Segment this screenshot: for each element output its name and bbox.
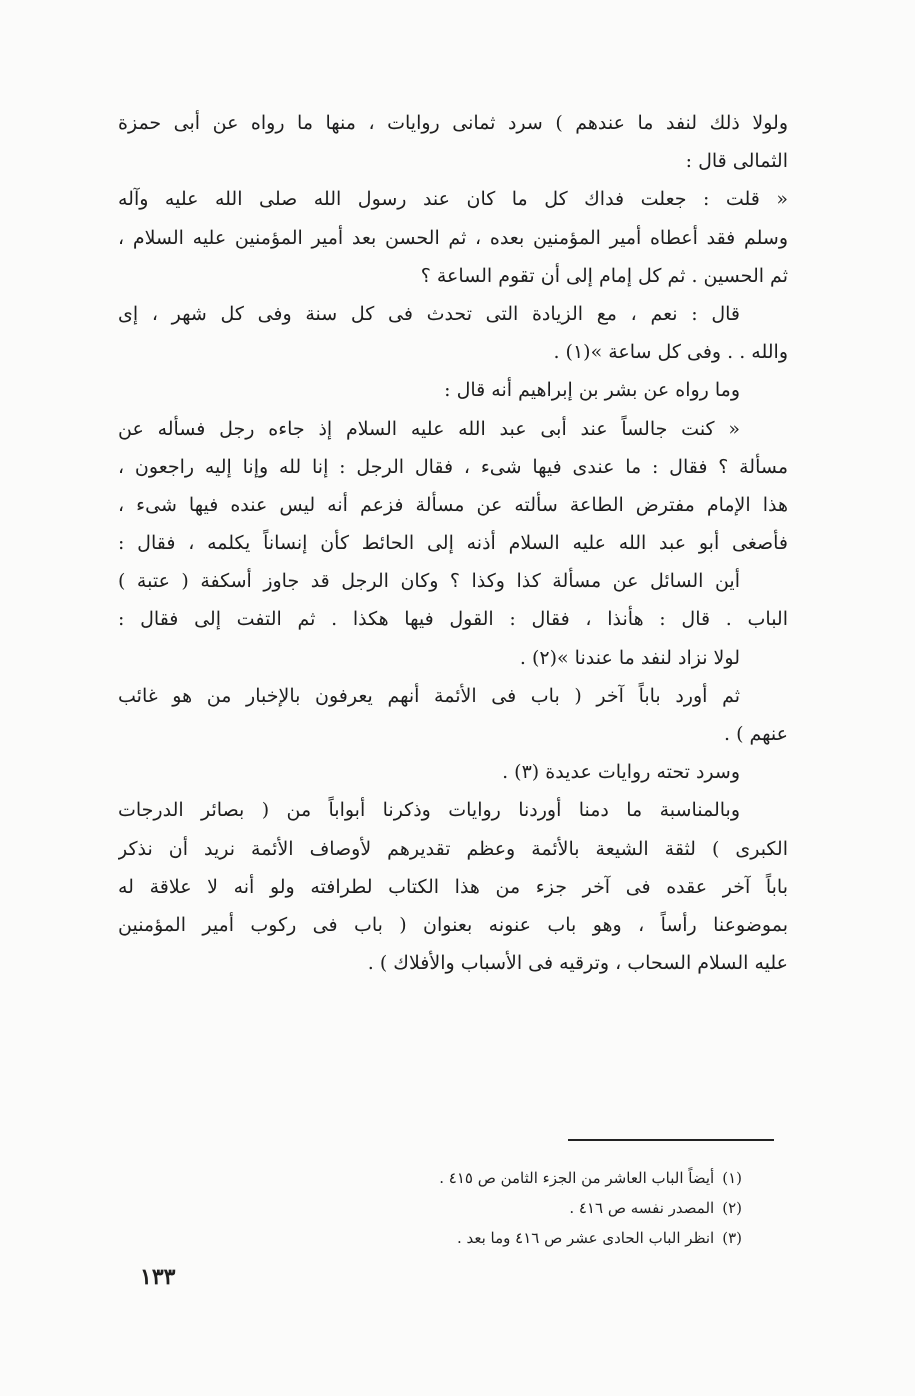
text-line: عنهم ) . — [723, 723, 788, 745]
text-line: الكبرى ) لثقة الشيعة بالأئمة وعظم تقديرهم لأوصاف الأئمة نريد أن نذكر — [118, 837, 788, 860]
text-line: عليه السلام السحاب ، وترقيه فى الأسباب والأفلاك ) . — [367, 952, 788, 975]
page-number: ١٣٣ — [140, 1264, 176, 1290]
text-line: « قلت : جعلت فداك كل ما كان عند رسول الله صلى الله عليه وآله — [118, 188, 788, 211]
main-text-block — [118, 104, 788, 982]
footnote-item — [300, 1163, 742, 1193]
text-line: وسرد تحته روايات عديدة (٣) . — [502, 761, 740, 784]
text-line: والله . . وفى كل ساعة »(١) . — [553, 341, 788, 364]
text-line: ولولا ذلك لنفد ما عندهم ) سرد ثمانى روايات ، منها ما رواه عن أبى حمزة — [118, 112, 788, 134]
text-line: مسألة ؟ فقال : ما عندى فيها شىء ، فقال الرجل : إنا لله وإنا إليه راجعون ، — [118, 455, 788, 478]
text-line: باباً آخر عقده فى آخر جزء من هذا الكتاب لطرافته ولو أنه لا علاقة له — [118, 875, 788, 898]
text-line: قال : نعم ، مع الزيادة التى تحدث فى كل سنة وفى كل شهر ، إى — [118, 302, 740, 325]
text-line: الثمالى قال : — [685, 150, 788, 173]
text-line: وبالمناسبة ما دمنا أوردنا روايات وذكرنا أبواباً من ( بصائر الدرجات — [118, 799, 740, 822]
footnote-text: انظر الباب الحادى عشر ص ٤١٦ وما بعد . — [456, 1229, 715, 1247]
footnote-item — [300, 1193, 742, 1223]
text-line: لولا نزاد لنفد ما عندنا »(٢) . — [519, 646, 740, 669]
text-line: بموضوعنا رأساً ، وهو باب عنونه بعنوان ( باب فى ركوب أمير المؤمنين — [118, 913, 788, 936]
text-line: أين السائل عن مسألة كذا وكذا ؟ وكان الرجل قد جاوز أسكفة ( عتبة ) — [118, 570, 740, 593]
footnote-number: (٢) — [722, 1199, 742, 1217]
text-line: ثم الحسين . ثم كل إمام إلى أن تقوم الساعة ؟ — [420, 264, 788, 287]
text-line: ثم أورد باباً آخر ( باب فى الأئمة أنهم يعرفون بالإخبار من هو غائب — [118, 684, 741, 707]
footnotes — [300, 1163, 742, 1253]
text-line: « كنت جالساً عند أبى عبد الله عليه السلام إذ جاءه رجل فسأله عن — [118, 417, 740, 440]
text-line: فأصغى أبو عبد الله عليه السلام أذنه إلى الحائط كأن إنساناً يكلمه ، فقال : — [118, 532, 788, 555]
text-line: وما رواه عن بشر بن إبراهيم أنه قال : — [444, 379, 740, 402]
footnote-item — [300, 1223, 742, 1253]
footnote-text: المصدر نفسه ص ٤١٦ . — [569, 1199, 715, 1217]
footnote-number: (٣) — [722, 1229, 742, 1247]
text-line: وسلم فقد أعطاه أمير المؤمنين بعده ، ثم الحسن بعد أمير المؤمنين عليه السلام ، — [118, 226, 788, 249]
footnote-number: (١) — [722, 1169, 742, 1187]
footnote-text: أيضاً الباب العاشر من الجزء الثامن ص ٤١٥ . — [439, 1169, 715, 1187]
text-line: الباب . قال : هأنذا ، فقال : القول فيها هكذا . ثم التفت إلى فقال : — [118, 608, 788, 631]
footnote-divider — [568, 1139, 774, 1141]
text-line: هذا الإمام مفترض الطاعة سألته عن مسألة فزعم أنه ليس عنده فيها شىء ، — [118, 493, 788, 516]
